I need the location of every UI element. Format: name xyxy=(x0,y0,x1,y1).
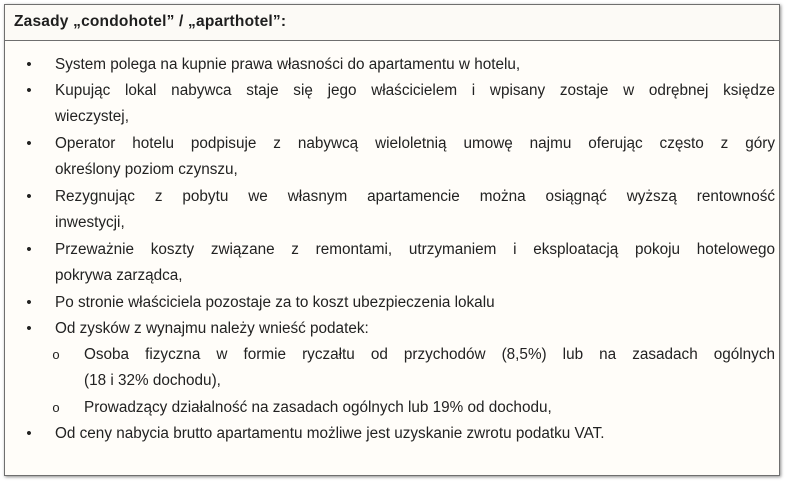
list-item-text: Rezygnując z pobytu we własnym apartamencie można osiągnąć wyższą rentowność xyxy=(55,188,775,205)
bullet-circle-icon: o xyxy=(52,400,60,415)
list-item xyxy=(5,184,779,210)
list-item-text: Przeważnie koszty związane z remontami, utrzymaniem i eksploatacją pokoju hotelowego xyxy=(55,241,775,258)
list-item-text: Od zysków z wynajmu należy wnieść podatek: xyxy=(55,320,369,337)
bullet-dot-icon: • xyxy=(26,425,32,442)
list-item-text: Od ceny nabycia brutto apartamentu możliwe jest uzyskanie zwrotu podatku VAT. xyxy=(55,425,605,442)
bullet-dot-icon: • xyxy=(26,56,32,73)
list-item-continuation xyxy=(5,157,779,184)
list-item xyxy=(5,290,779,316)
bullet-circle-icon: o xyxy=(52,347,60,362)
sub-list-item xyxy=(5,342,779,368)
list-item-continuation xyxy=(5,104,779,131)
list-item-continuation xyxy=(5,210,779,237)
list-item xyxy=(5,131,779,157)
list-item-text: Po stronie właściciela pozostaje za to koszt ubezpieczenia lokalu xyxy=(55,294,495,311)
list-item xyxy=(5,237,779,263)
info-box xyxy=(4,4,780,476)
list-item-continuation xyxy=(5,263,779,290)
list-item-text: Osoba fizyczna w formie ryczałtu od przychodów (8,5%) lub na zasadach ogólnych xyxy=(84,346,775,363)
list-item-text: Prowadzący działalność na zasadach ogólnych lub 19% od dochodu, xyxy=(84,399,552,416)
bullet-dot-icon: • xyxy=(26,82,32,99)
list-item xyxy=(5,421,779,447)
bullet-dot-icon: • xyxy=(26,241,32,258)
list-item-text: wieczystej, xyxy=(55,108,129,125)
bullet-dot-icon: • xyxy=(26,135,32,152)
list-item-text: System polega na kupnie prawa własności do apartamentu w hotelu, xyxy=(55,56,521,73)
list-item xyxy=(5,52,779,78)
list-item-text: pokrywa zarządca, xyxy=(55,267,183,284)
list-item-text: (18 i 32% dochodu), xyxy=(84,372,221,389)
bullet-list xyxy=(5,52,779,447)
sub-list-item xyxy=(5,395,779,421)
list-item-text: Operator hotelu podpisuje z nabywcą wieloletnią umowę najmu oferując często z góry xyxy=(55,135,775,152)
sub-list-item-continuation xyxy=(5,368,779,395)
list-item-text: Kupując lokal nabywca staje się jego właścicielem i wpisany zostaje w odrębnej księdze xyxy=(55,82,775,99)
bullet-dot-icon: • xyxy=(26,188,32,205)
box-title: Zasady „condohotel” / „aparthotel”: xyxy=(14,13,287,30)
list-item xyxy=(5,78,779,104)
bullet-dot-icon: • xyxy=(26,294,32,311)
title-bar xyxy=(5,5,779,41)
list-item xyxy=(5,316,779,342)
list-item-text: określony poziom czynszu, xyxy=(55,161,238,178)
bullet-dot-icon: • xyxy=(26,320,32,337)
list-item-text: inwestycji, xyxy=(55,214,125,231)
